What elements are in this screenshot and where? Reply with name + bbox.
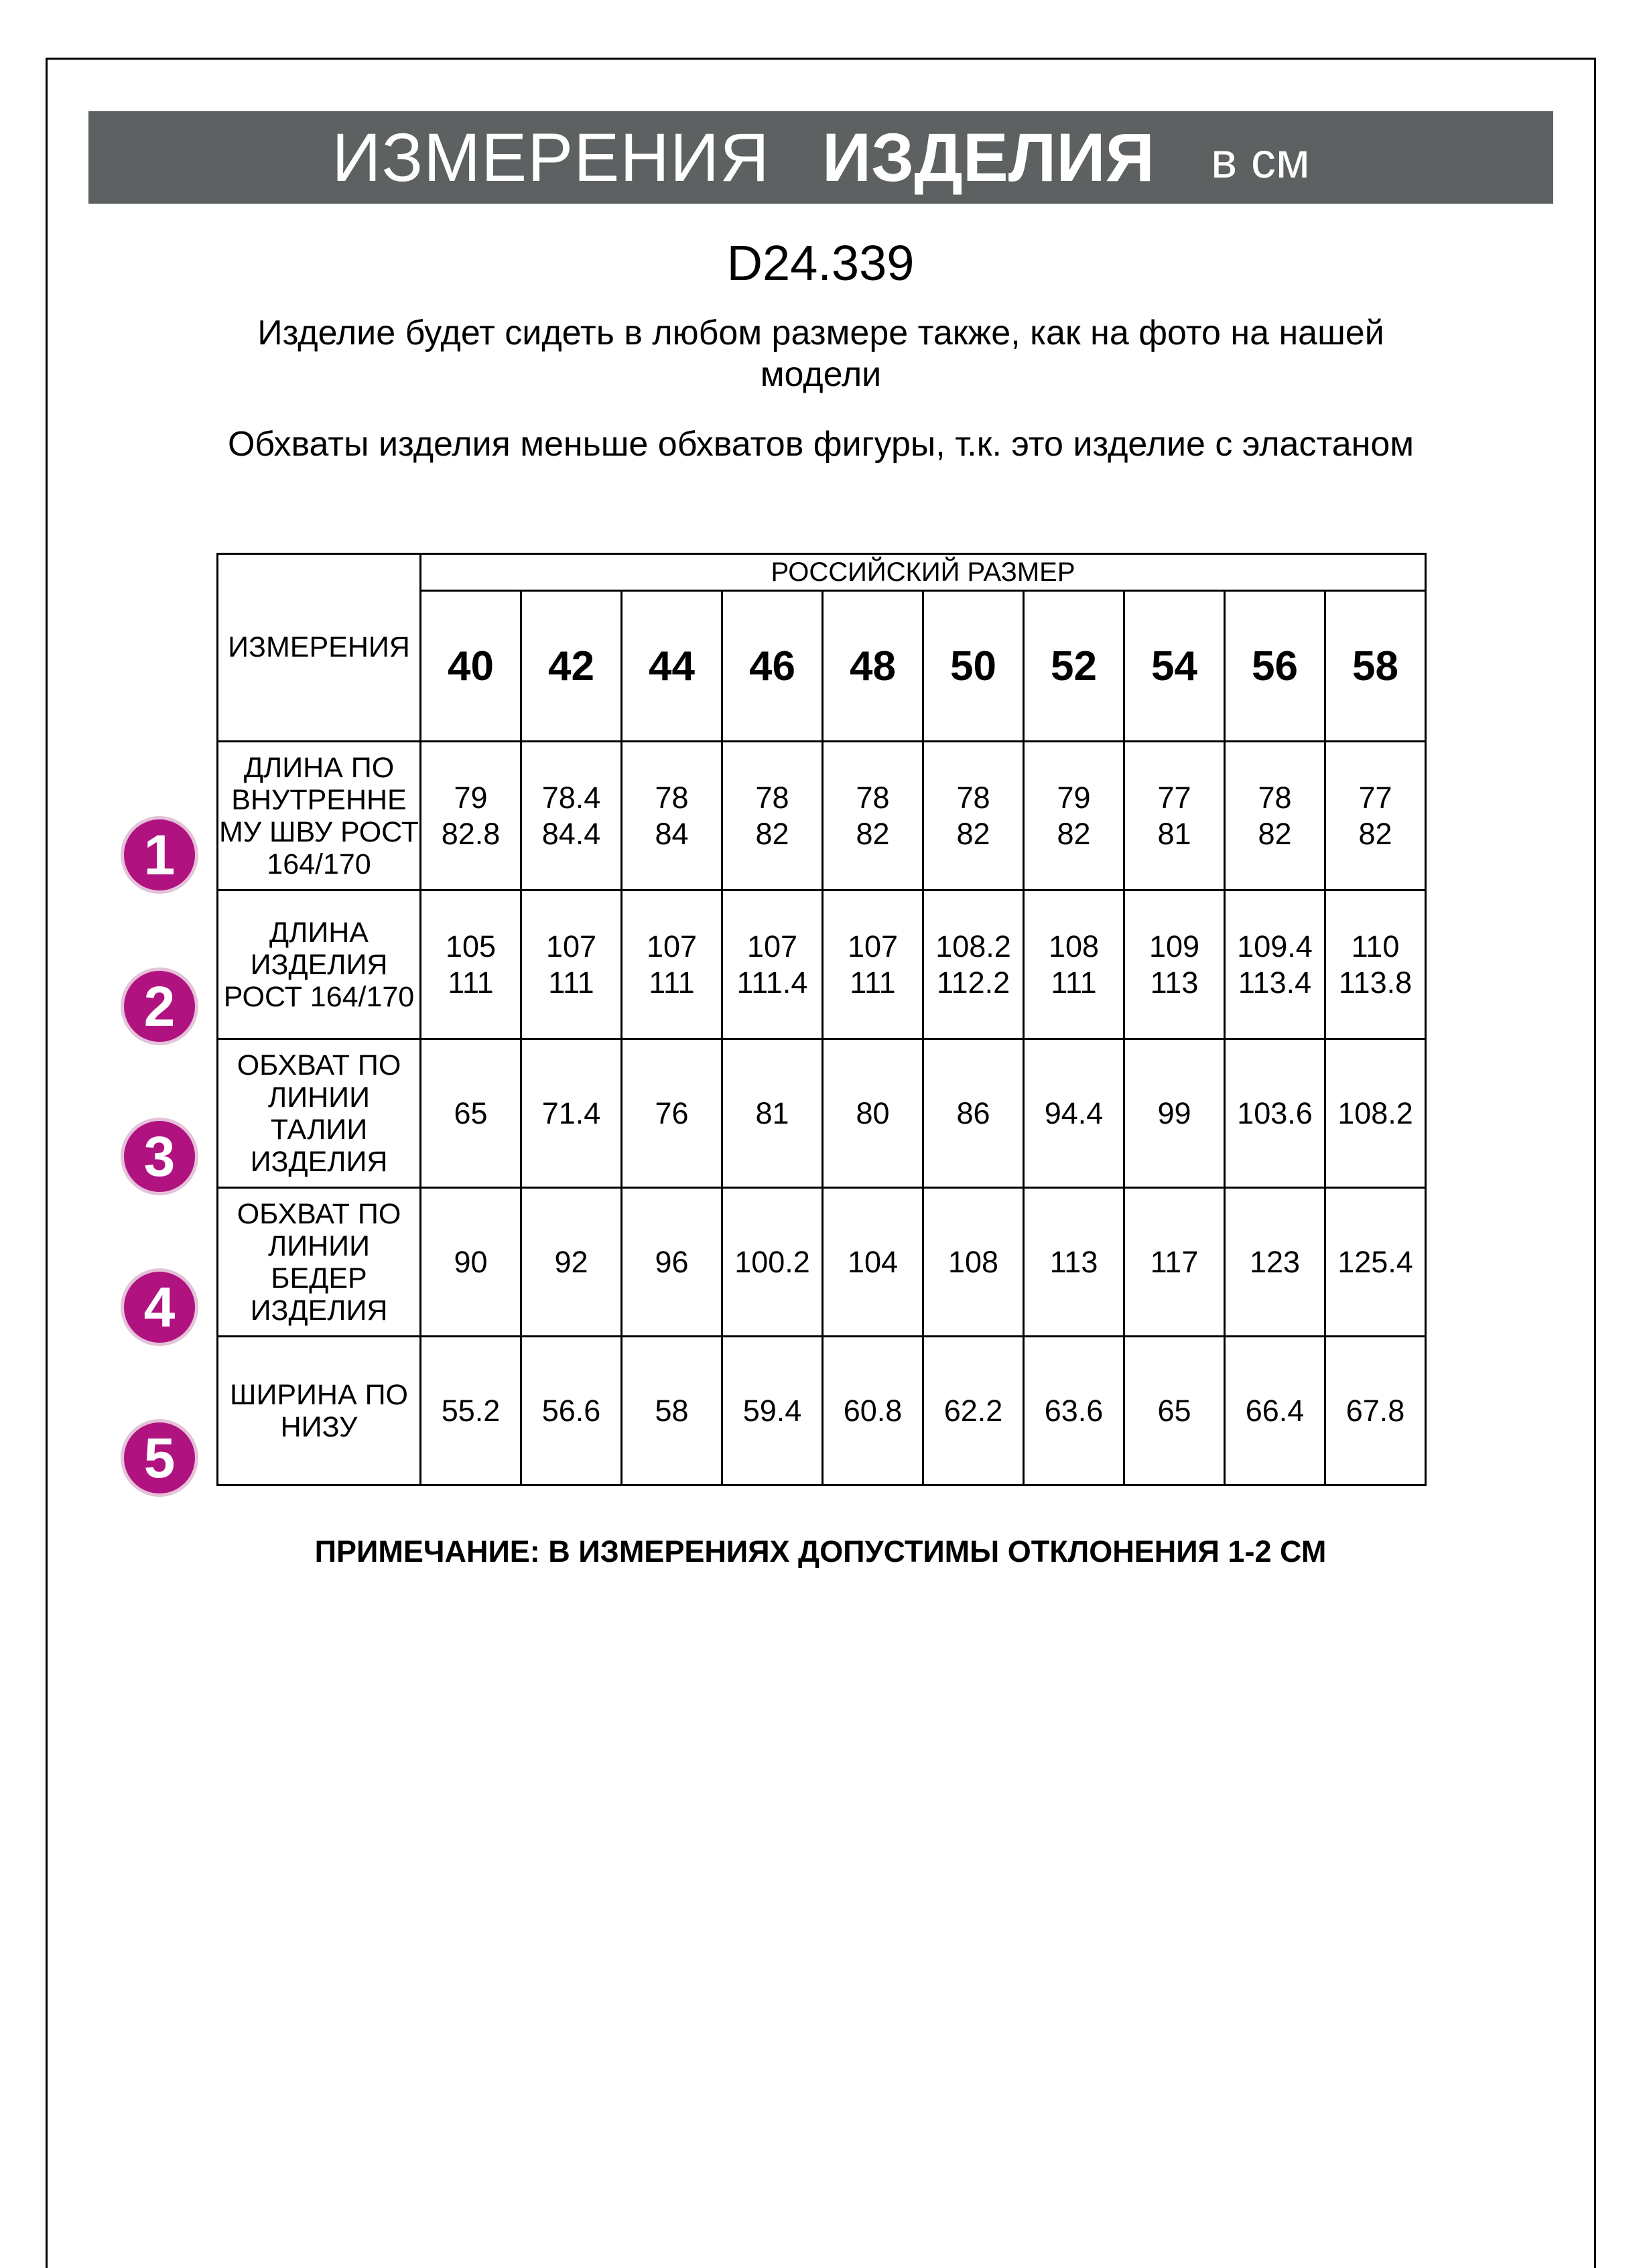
title-light: ИЗМЕРЕНИЯ [332,119,770,196]
measurement-value: 82.8 [441,816,501,851]
row-number-badge-1: 1 [121,816,198,894]
measurement-row [218,1188,1426,1337]
measurement-value-cell [421,890,521,1039]
measurement-value-cell [923,1039,1024,1188]
measurement-value-cell [521,890,622,1039]
measurement-value: 111 [850,965,896,1000]
measurement-value-cell [923,742,1024,890]
measurement-value: 86 [956,1095,990,1130]
measurement-value-cell [622,1188,722,1337]
measurement-value-cell [823,1337,923,1485]
size-header-50: 50 [923,591,1024,742]
measurement-row [218,742,1426,890]
measurement-value-cell [823,890,923,1039]
measurement-value-cell [1225,1337,1325,1485]
measurement-value-cell [823,742,923,890]
measurement-value: 78 [1258,780,1292,815]
measurement-value: 79 [454,780,488,815]
measurement-value-cell [421,1039,521,1188]
measurement-value-cell [421,742,521,890]
measurement-value: 113.4 [1238,965,1312,1000]
measurement-value: 78 [755,780,789,815]
row-number-badge-4: 4 [121,1268,198,1346]
measurement-value-cell [1124,1337,1225,1485]
measurement-value: 107 [746,929,798,963]
measurement-label: ШИРИНА ПО НИЗУ [218,1337,421,1485]
measurement-value-cell [1325,742,1426,890]
measurement-value: 81 [755,1095,789,1130]
measurement-value: 92 [554,1244,588,1279]
size-header-56: 56 [1225,591,1325,742]
measurement-value: 107 [545,929,597,963]
measurement-value: 67.8 [1345,1393,1405,1428]
row-number-badge-2: 2 [121,968,198,1045]
measurement-value: 79 [1057,780,1091,815]
measurement-value-cell [823,1188,923,1337]
measurement-value: 107 [646,929,698,963]
measurement-value: 78 [655,780,689,815]
size-header-48: 48 [823,591,923,742]
measurement-value-cell [1325,1337,1426,1485]
measurement-value: 113.8 [1338,965,1413,1000]
measurement-value-cell [521,1188,622,1337]
measurement-value: 56.6 [541,1393,601,1428]
measurement-label: ОБХВАТ ПО ЛИНИИ ТАЛИИ ИЗДЕЛИЯ [218,1039,421,1188]
measurement-value-cell [622,1337,722,1485]
measurement-value-cell [722,1337,823,1485]
measurement-value: 111 [649,965,695,1000]
size-header-44: 44 [622,591,722,742]
measurement-label: ДЛИНА ИЗДЕЛИЯ РОСТ 164/170 [218,890,421,1039]
row-number-badge-3: 3 [121,1118,198,1195]
measurement-value: 96 [655,1244,689,1279]
measurement-value: 103.6 [1237,1095,1313,1130]
measurement-label: ДЛИНА ПО ВНУТРЕННЕ МУ ШВУ РОСТ 164/170 [218,742,421,890]
measurement-value: 76 [655,1095,689,1130]
measurement-value-cell [1124,890,1225,1039]
size-header-46: 46 [722,591,823,742]
measurement-row [218,1337,1426,1485]
measurement-value-cell [1024,1188,1124,1337]
measurement-value-cell [521,1039,622,1188]
measurement-value-cell [1024,1039,1124,1188]
size-chart-table [216,553,1427,1486]
measurement-value: 108 [947,1244,999,1279]
measurement-value: 82 [856,816,890,851]
measurement-value-cell [722,1188,823,1337]
measurement-value: 82 [1258,816,1292,851]
measurement-value: 55.2 [441,1393,501,1428]
size-header-52: 52 [1024,591,1124,742]
measurement-value-cell [421,1337,521,1485]
measurement-value: 111 [1051,965,1097,1000]
measurement-value: 117 [1150,1244,1199,1279]
measurement-value: 82 [1358,816,1392,851]
measurement-value: 110 [1351,929,1400,963]
measurement-value: 111 [448,965,494,1000]
measurement-label: ОБХВАТ ПО ЛИНИИ БЕДЕР ИЗДЕЛИЯ [218,1188,421,1337]
measurement-value-cell [521,742,622,890]
measurement-value: 81 [1157,816,1191,851]
measurement-value-cell [722,1039,823,1188]
measurement-value: 65 [1157,1393,1191,1428]
measurement-value: 108 [1048,929,1100,963]
measurement-value-cell [622,890,722,1039]
measurement-value: 77 [1358,780,1392,815]
measurement-value-cell [1325,1188,1426,1337]
title-banner [88,111,1553,204]
elastane-note: Обхваты изделия меньше обхватов фигуры, т.к. это изделие с эластаном [227,425,1415,464]
size-header-54: 54 [1124,591,1225,742]
measurement-value-cell [1024,890,1124,1039]
measurement-value: 109 [1148,929,1200,963]
size-header-40: 40 [421,591,521,742]
measurement-value-cell [622,742,722,890]
measurement-value: 77 [1157,780,1191,815]
measurement-value: 59.4 [742,1393,802,1428]
row-number-badge-5: 5 [121,1419,198,1497]
measurement-value: 63.6 [1044,1393,1104,1428]
measurement-value: 82 [1057,816,1091,851]
size-header-42: 42 [521,591,622,742]
measurement-value: 80 [856,1095,890,1130]
measurement-value: 84 [655,816,689,851]
measurement-value-cell [1225,890,1325,1039]
fit-note: Изделие будет сидеть в любом размере также, как на фото на нашей модели [257,314,1384,394]
measurement-value: 94.4 [1044,1095,1104,1130]
measurement-value-cell [421,1188,521,1337]
measurement-value-cell [1225,1188,1325,1337]
measurement-value: 82 [956,816,990,851]
measurement-value: 113 [1150,965,1199,1000]
measurement-value-cell [923,890,1024,1039]
measurement-value-cell [521,1337,622,1485]
measurement-value-cell [622,1039,722,1188]
measurement-value-cell [1325,890,1426,1039]
title-bold: ИЗДЕЛИЯ [822,119,1155,196]
russian-size-header: РОССИЙСКИЙ РАЗМЕР [421,554,1426,591]
measure-header: ИЗМЕРЕНИЯ [218,554,421,742]
measurement-value: 66.4 [1245,1393,1305,1428]
measurement-value: 111 [548,965,594,1000]
measurement-value: 71.4 [541,1095,601,1130]
measurement-value: 108.2 [1337,1095,1413,1130]
size-header-58: 58 [1325,591,1426,742]
measurement-value: 99 [1157,1095,1191,1130]
measurement-value-cell [823,1039,923,1188]
measurement-value: 82 [755,816,789,851]
measurement-value-cell [722,890,823,1039]
measurement-value: 108.2 [935,929,1011,963]
measurement-value-cell [722,742,823,890]
measurement-value: 84.4 [541,816,601,851]
measurement-value: 105 [445,929,497,963]
measurement-value: 111.4 [736,965,808,1000]
measurement-value-cell [1124,742,1225,890]
measurement-row [218,890,1426,1039]
measurement-value-cell [923,1337,1024,1485]
measurement-value: 100.2 [734,1244,810,1279]
measurement-value: 65 [454,1095,488,1130]
measurement-value-cell [1225,1039,1325,1188]
measurement-value: 78.4 [541,780,601,815]
measurement-value-cell [1325,1039,1426,1188]
tolerance-footnote: ПРИМЕЧАНИЕ: В ИЗМЕРЕНИЯХ ДОПУСТИМЫ ОТКЛОНЕНИЯ 1-2 СМ [314,1534,1327,1569]
measurement-value-cell [923,1188,1024,1337]
measurement-value-cell [1124,1039,1225,1188]
measurement-value: 62.2 [943,1393,1003,1428]
measurement-value: 109.4 [1237,929,1313,963]
measurement-value: 90 [454,1244,488,1279]
measurement-value-cell [1124,1188,1225,1337]
measurement-value: 78 [956,780,990,815]
title-unit: в см [1210,132,1310,188]
measurement-value: 125.4 [1337,1244,1413,1279]
measurement-value: 123 [1249,1244,1301,1279]
measurement-value: 113 [1049,1244,1098,1279]
measurement-value: 58 [655,1393,689,1428]
measurement-value: 107 [847,929,899,963]
measurement-value: 78 [856,780,890,815]
measurement-value-cell [1024,1337,1124,1485]
article-code: D24.339 [726,235,915,291]
measurement-value-cell [1225,742,1325,890]
measurement-row [218,1039,1426,1188]
measurement-value: 104 [847,1244,899,1279]
measurement-value: 60.8 [843,1393,903,1428]
measurement-value: 112.2 [936,965,1010,1000]
measurement-value-cell [1024,742,1124,890]
